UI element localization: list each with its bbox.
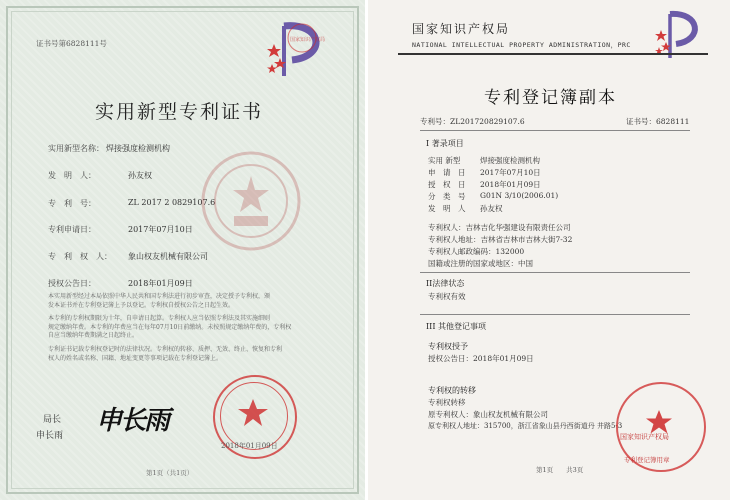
page-footer: 第1页（共1页） (146, 469, 194, 477)
paragraph-line: 本专利的专利权期限为十年，自申请日起算。专利权人应当依照专利法及其实施细则 (48, 315, 271, 322)
seal-emblem-icon (236, 396, 270, 430)
certificate-paragraph-1 (48, 293, 323, 310)
certificate-paragraph-2 (48, 315, 323, 341)
item-label: 申 请 日 (428, 168, 466, 177)
item-label: 实用 新型 (428, 156, 461, 165)
director-signature: 申长雨 (96, 406, 169, 436)
director-label: 局长 (43, 415, 62, 425)
item-value: 孙友权 (480, 204, 503, 213)
patent-number: 专利号：ZL201720829107.6 (420, 117, 525, 126)
field-value: 焊接强度检测机构 (106, 144, 170, 153)
grant-date: 授权公告日：2018年01月09日 (428, 354, 534, 363)
transfer-line: 原专利权人：象山权友机械有限公司 (428, 410, 548, 419)
holder-line: 专利权人：吉林吉化华强建设有限责任公司 (428, 223, 571, 232)
field-value: 2018年01月09日 (128, 279, 193, 288)
certificate-paragraph-3 (48, 346, 323, 363)
holder-line: 专利权人邮政编码：132000 (428, 247, 525, 256)
item-value: 焊接强度检测机构 (480, 156, 540, 165)
register-title: 专利登记簿副本 (484, 88, 617, 108)
item-value: 2018年01月09日 (480, 180, 541, 189)
holder-line: 专利权人地址：吉林省吉林市吉林大街7-32 (428, 235, 573, 244)
register-seal-text: 国家知识产权局 (620, 433, 669, 441)
corner-seal-text: 国家知识产权局 (290, 37, 326, 43)
field-label: 授权公告日： (48, 279, 96, 288)
section-bibliographic: Ⅰ 著录项目 (426, 139, 464, 148)
field-value: 孙友权 (128, 171, 152, 180)
divider-2 (420, 272, 690, 273)
transfer-line: 专利权转移 (428, 398, 466, 407)
transfer-heading: 专利权的转移 (428, 386, 476, 395)
field-label: 专 利 权 人： (48, 252, 112, 261)
field-label: 专利申请日： (48, 225, 96, 234)
national-emblem-icon (196, 146, 306, 256)
section-legal-status: II法律状态 (426, 279, 465, 288)
item-label: 发 明 人 (428, 204, 466, 213)
patent-register-copy (368, 0, 730, 500)
item-label: 授 权 日 (428, 180, 466, 189)
field-label: 实用新型名称： (48, 144, 104, 153)
field-value: 2017年07月10日 (128, 225, 193, 234)
divider-3 (420, 314, 690, 315)
field-value: 象山权友机械有限公司 (128, 252, 208, 261)
office-name-en: NATIONAL INTELLECTUAL PROPERTY ADMINISTRATION，PRC (412, 41, 631, 49)
holder-line: 国籍或注册的国家或地区：中国 (428, 259, 533, 268)
transfer-line: 原专利权人地址：315700，浙江省象山县丹西街道丹 井路5-3 (428, 422, 623, 430)
seal-date: 2018年01月09日 (221, 442, 278, 450)
office-name-cn: 国家知识产权局 (412, 22, 511, 36)
grant-heading: 专利权授予 (428, 342, 468, 351)
certificate-number: 证书号：6828111 (626, 117, 690, 126)
item-label: 分 类 号 (428, 192, 466, 201)
paragraph-line: 规定缴纳年费。本专利的年费应当在每年07月10日前缴纳。未按照规定缴纳年费的，专利权 (48, 323, 292, 331)
field-label: 发 明 人： (48, 171, 96, 180)
paragraph-line: 专利证书记载专利权登记时的法律状况。专利权的转移、质押、无效、终止、恢复和专利 (48, 346, 283, 353)
section-other-items: III 其他登记事项 (426, 322, 487, 331)
divider-1 (420, 130, 690, 131)
item-value: G01N 3/10(2006.01) (480, 191, 559, 200)
paragraph-line: 权人的姓名或名称、国籍、地址变更等事项记载在专利登记簿上。 (48, 354, 223, 362)
certificate-title: 实用新型专利证书 (95, 101, 264, 123)
item-value: 2017年07月10日 (480, 168, 541, 177)
paragraph-line: 发本证书并在专利登记簿上予以登记。专利权自授权公告之日起生效。 (48, 301, 235, 309)
header-divider (398, 53, 708, 55)
register-seal-subtext: 专利登记簿用章 (624, 456, 670, 464)
legal-status-value: 专利权有效 (428, 292, 466, 301)
page-footer: 第1页 共3页 (536, 466, 584, 474)
director-name: 申长雨 (36, 431, 64, 441)
paragraph-line: 本实用新型经过本局依照中华人民共和国专利法进行初步审查，决定授予专利权，颁 (48, 293, 271, 300)
field-label: 专 利 号： (48, 199, 96, 208)
cnipa-logo-icon (262, 16, 334, 82)
field-value: ZL 2017 2 0829107.6 (128, 198, 216, 207)
certificate-number: 证书号第6828111号 (36, 39, 107, 48)
paragraph-line: 自应当缴纳年费期满之日起终止。 (48, 332, 139, 339)
